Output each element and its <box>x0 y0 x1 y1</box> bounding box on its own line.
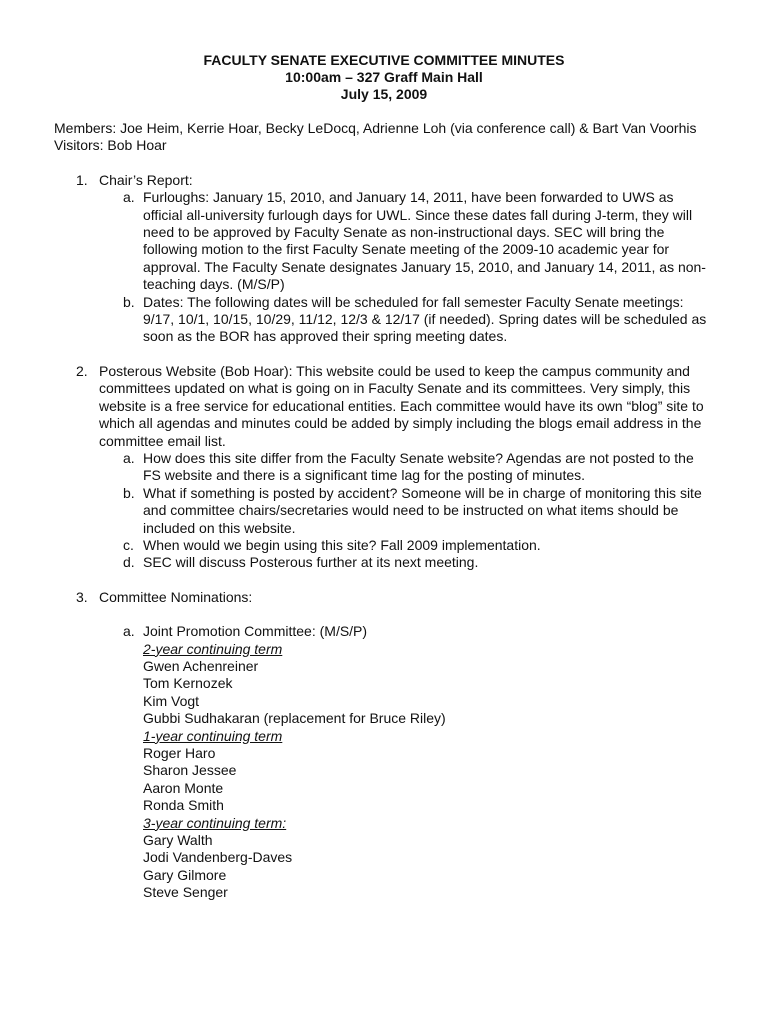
section-number: 3. <box>76 588 88 605</box>
section-posterous-website <box>54 363 714 450</box>
members-line: Members: Joe Heim, Kerrie Hoar, Becky LeDocq, Adrienne Loh (via conference call) & Bart Van Voorhis <box>54 120 697 136</box>
item-letter: b. <box>123 484 135 501</box>
item-letter: a. <box>123 189 135 206</box>
nominee-name: Sharon Jessee <box>143 762 237 779</box>
section-chairs-report <box>54 172 714 189</box>
title-line: FACULTY SENATE EXECUTIVE COMMITTEE MINUTES <box>203 52 565 68</box>
item-letter: b. <box>123 293 135 310</box>
section-number: 2. <box>76 362 88 379</box>
list-item <box>54 485 714 537</box>
meeting-time-location: 10:00am – 327 Graff Main Hall <box>285 69 483 85</box>
list-item <box>54 450 714 485</box>
item-text: What if something is posted by accident? Someone will be in charge of monitoring this site and committee chairs/secretaries would need to be instructed on what items should be included on this website. <box>143 484 702 536</box>
section-title: Posterous Website (Bob Hoar): This website could be used to keep the campus community and committees updated on what is going on in Faculty Senate and its committees. Very simply, this website is a free service for educational entities. Each committee would have its own “blog” site to which all agendas and minutes could be added by simply including the blogs email address in the committee email list. <box>99 362 704 449</box>
list-item <box>54 554 714 571</box>
item-letter: c. <box>123 536 134 553</box>
item-letter: d. <box>123 554 135 571</box>
nominee-name: Gary Gilmore <box>143 866 227 883</box>
item-text: How does this site differ from the Faculty Senate website? Agendas are not posted to the FS website and there is a significant time lag for the posting of minutes. <box>143 449 694 484</box>
nominee-name: Gwen Achenreiner <box>143 657 259 674</box>
list-item <box>54 189 714 293</box>
document-title <box>54 52 714 103</box>
nominee-name: Gary Walth <box>143 832 213 849</box>
nominee-name: Steve Senger <box>143 884 228 901</box>
committee-joint-promotion <box>54 623 714 902</box>
minutes-page <box>54 52 714 902</box>
nominee-name: Kim Vogt <box>143 692 200 709</box>
committee-title: Joint Promotion Committee: (M/S/P) <box>143 623 368 640</box>
term-heading: 2-year continuing term <box>143 640 283 657</box>
list-item <box>54 537 714 554</box>
nominee-name: Tom Kernozek <box>143 675 233 692</box>
term-heading: 1-year continuing term <box>143 727 283 744</box>
nominee-name: Gubbi Sudhakaran (replacement for Bruce Riley) <box>143 710 446 727</box>
list-item <box>54 294 714 346</box>
item-text: Dates: The following dates will be scheduled for fall semester Faculty Senate meetings: 9/17, 10/1, 10/15, 10/29, 11/12, 12/3 & 12/17 (if needed). Spring dates will be scheduled as soon as the BOR has approved their spring meeting dates. <box>143 293 707 345</box>
item-letter: a. <box>123 623 135 640</box>
section-number: 1. <box>76 171 88 188</box>
nominee-name: Jodi Vandenberg-Daves <box>143 849 293 866</box>
item-text: When would we begin using this site? Fall 2009 implementation. <box>143 536 541 553</box>
nominee-name: Roger Haro <box>143 745 216 761</box>
section-title: Committee Nominations: <box>99 588 253 605</box>
section-title: Chair’s Report: <box>99 171 193 188</box>
meeting-date: July 15, 2009 <box>340 86 428 102</box>
nominee-name: Ronda Smith <box>143 797 224 814</box>
visitors-line: Visitors: Bob Hoar <box>54 137 167 154</box>
item-text: Furloughs: January 15, 2010, and January 14, 2011, have been forwarded to UWS as official all-university furlough days for UWL. Since these dates fall during J-term, they will need to be approved by Faculty Senate as non-instructional days. SEC will bring the following motion to the first Faculty Senate meeting of the 2009-10 academic year for approval. The Faculty Senate designates January 15, 2010, and January 14, 2011, as non-teaching days. (M/S/P) <box>143 189 706 293</box>
term-heading: 3-year continuing term: <box>143 814 287 831</box>
section-committee-nominations <box>54 589 714 606</box>
item-letter: a. <box>123 449 135 466</box>
item-text: SEC will discuss Posterous further at its next meeting. <box>143 554 479 571</box>
nominee-name: Aaron Monte <box>143 779 224 796</box>
